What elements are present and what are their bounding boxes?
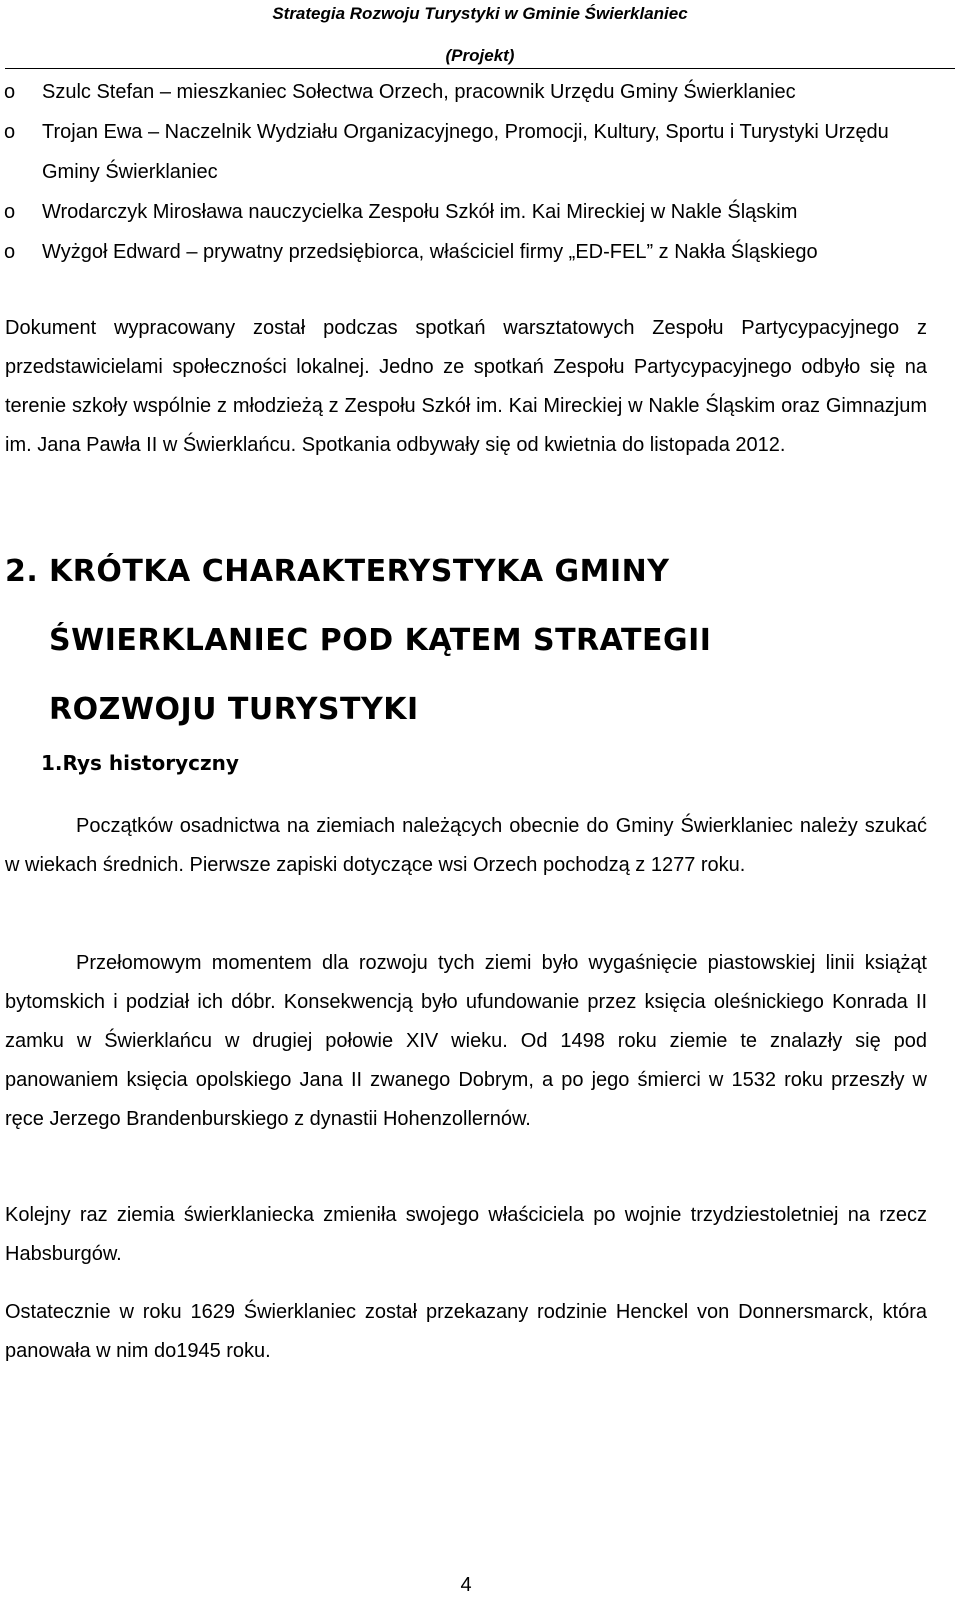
document-subtitle: (Projekt) [445, 46, 515, 65]
list-item-text: Trojan Ewa – Naczelnik Wydziału Organizacyjnego, Promocji, Kultury, Sportu i Turystyki Urzędu Gminy Świerklaniec [42, 121, 889, 183]
subsection-heading: 1.Rys historyczny [41, 751, 239, 775]
body-paragraph: Ostatecznie w roku 1629 Świerklaniec został przekazany rodzinie Henckel von Donnersmarck, która panowała w nim do1945 roku. [5, 1301, 927, 1362]
list-item [0, 112, 960, 192]
list-item-text: Szulc Stefan – mieszkaniec Sołectwa Orzech, pracownik Urzędu Gminy Świerklaniec [42, 81, 796, 103]
body-paragraph: Przełomowym momentem dla rozwoju tych ziemi było wygaśnięcie piastowskiej linii książąt bytomskich i podział ich dóbr. Konsekwencją było ufundowanie przez księcia oleśnickiego Konrada II zamku w Świerklańcu w drugiej połowie XIV wieku. Od 1498 roku ziemie te znalazły się pod panowaniem księcia opolskiego Jana II zwanego Dobrym, a po jego śmierci w 1532 roku przeszły w ręce Jerzego Brandenburskiego z dynastii Hohenzollernów. [5, 952, 927, 1130]
body-paragraph: Kolejny raz ziemia świerklaniecka zmieniła swojego właściciela po wojnie trzydziestoletniej na rzecz Habsburgów. [5, 1204, 927, 1265]
bullet-icon: o [4, 201, 16, 223]
section-heading-line: ŚWIERKLANIEC POD KĄTEM STRATEGII [49, 623, 712, 658]
intro-paragraph: Dokument wypracowany został podczas spotkań warsztatowych Zespołu Partycypacyjnego z przedstawicielami społeczności lokalnej. Jedno ze spotkań Zespołu Partycypacyjnego odbyło się na terenie szkoły wspólnie z młodzieżą z Zespołu Szkół im. Kai Mireckiej w Nakle Śląskim oraz Gimnazjum im. Jana Pawła II w Świerklańcu. Spotkania odbywały się od kwietnia do listopada 2012. [5, 317, 927, 456]
page-header [0, 0, 960, 70]
header-divider [5, 68, 955, 69]
list-item [0, 192, 960, 232]
list-item-text: Wyżgoł Edward – prywatny przedsiębiorca, właściciel firmy „ED-FEL” z Nakła Śląskiego [42, 241, 818, 263]
section-heading-line: 2. KRÓTKA CHARAKTERYSTYKA GMINY [5, 537, 905, 606]
list-item [0, 72, 960, 112]
list-item [0, 232, 960, 272]
section-heading [5, 537, 905, 744]
section-number: 2. [5, 554, 39, 589]
bullet-icon: o [4, 241, 16, 263]
team-member-list [0, 72, 960, 272]
page-number: 4 [460, 1574, 472, 1596]
bullet-icon: o [4, 81, 16, 103]
bullet-icon: o [4, 121, 16, 143]
document-title: Strategia Rozwoju Turystyki w Gminie Świerklaniec [272, 4, 688, 23]
body-paragraph: Początków osadnictwa na ziemiach należących obecnie do Gminy Świerklaniec należy szukać w wiekach średnich. Pierwsze zapiski dotyczące wsi Orzech pochodzą z 1277 roku. [5, 815, 927, 876]
list-item-text: Wrodarczyk Mirosława nauczycielka Zespołu Szkół im. Kai Mireckiej w Nakle Śląskim [42, 201, 798, 223]
section-heading-line: ROZWOJU TURYSTYKI [49, 692, 419, 727]
